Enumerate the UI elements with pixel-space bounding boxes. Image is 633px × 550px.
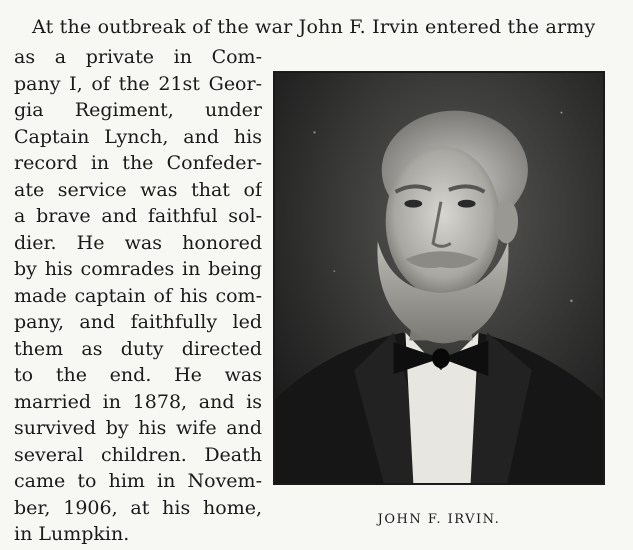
- article-line: dier. He was honored: [14, 231, 262, 254]
- article-line: survived by his wife and: [14, 417, 262, 439]
- article-line: several children. Death: [14, 443, 262, 466]
- article-body: [14, 44, 262, 548]
- article-first-line: At the outbreak of the war John F. Irvin entered the army: [32, 16, 596, 38]
- portrait-caption: JOHN F. IRVIN.: [377, 512, 501, 527]
- article-line: pany, and faithfully led: [14, 311, 262, 333]
- article-line: in Lumpkin.: [14, 523, 130, 545]
- article-line: pany I, of the 21st Geor-: [14, 72, 262, 95]
- article-line: ate service was that of: [14, 178, 262, 201]
- article-line: them as duty directed: [14, 337, 262, 360]
- article-line: came to him in Novem-: [14, 470, 262, 492]
- article-line: ber, 1906, at his home,: [14, 496, 262, 519]
- article-line: as a private in Com-: [14, 46, 262, 68]
- article-line: married in 1878, and is: [14, 390, 262, 413]
- article-line: gia Regiment, under: [14, 99, 262, 121]
- article-line: record in the Confeder-: [14, 152, 262, 174]
- portrait-illustration: [275, 73, 603, 483]
- article-line: made captain of his com-: [14, 284, 262, 307]
- article-line: a brave and faithful sol-: [14, 205, 262, 227]
- article-line: to the end. He was: [14, 364, 262, 386]
- article-line: by his comrades in being: [14, 258, 262, 280]
- portrait-photo: [273, 71, 605, 485]
- article-line: Captain Lynch, and his: [14, 125, 262, 148]
